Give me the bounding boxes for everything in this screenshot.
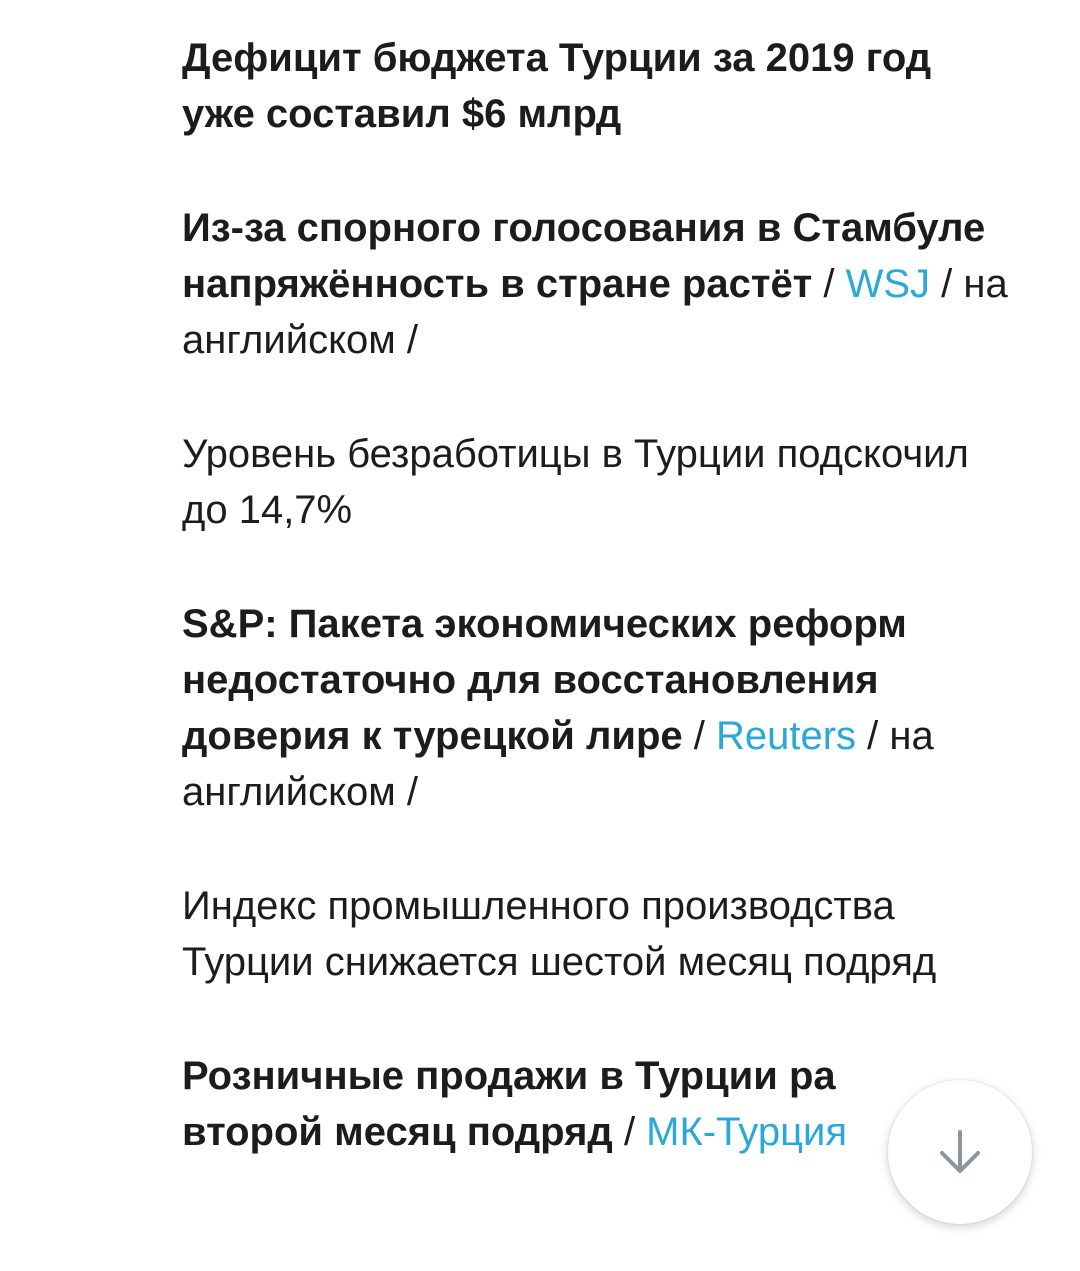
source-link-wsj[interactable]: WSJ: [845, 262, 931, 306]
news-title-continued: второй месяц подряд: [182, 1110, 613, 1154]
news-item[interactable]: [182, 596, 1012, 820]
separator: /: [612, 1110, 647, 1154]
news-item[interactable]: [182, 878, 1012, 990]
separator: /: [930, 262, 964, 306]
news-title: Дефицит бюджета Турции за 2019 год уже составил $6 млрд: [182, 36, 932, 136]
source-link-mk-turkey[interactable]: МК-Турция: [646, 1110, 848, 1154]
language-note: на английском /: [182, 714, 934, 814]
news-title: Индекс промышленного производства Турции снижается шестой месяц подряд: [182, 884, 937, 984]
news-title: Из-за спорного голосования в Стамбуле напряжённость в стране растёт: [182, 206, 986, 306]
news-title: Уровень безработицы в Турции подскочил до 14,7%: [182, 432, 969, 532]
arrow-down-icon: [934, 1126, 986, 1178]
scroll-down-button[interactable]: [888, 1080, 1032, 1224]
language-note: на английском /: [182, 262, 1008, 362]
separator: /: [856, 714, 890, 758]
source-link-reuters[interactable]: Reuters: [715, 714, 857, 758]
separator: /: [682, 714, 716, 758]
news-title: S&P: Пакета экономических реформ недостаточно для восстановления доверия к турецкой лире: [182, 602, 907, 758]
news-item[interactable]: [182, 30, 1012, 142]
news-item[interactable]: [182, 426, 1012, 538]
news-feed: [182, 30, 1012, 1160]
separator: /: [812, 262, 846, 306]
news-item[interactable]: [182, 200, 1012, 368]
news-title: Розничные продажи в Турции ра: [182, 1054, 836, 1098]
